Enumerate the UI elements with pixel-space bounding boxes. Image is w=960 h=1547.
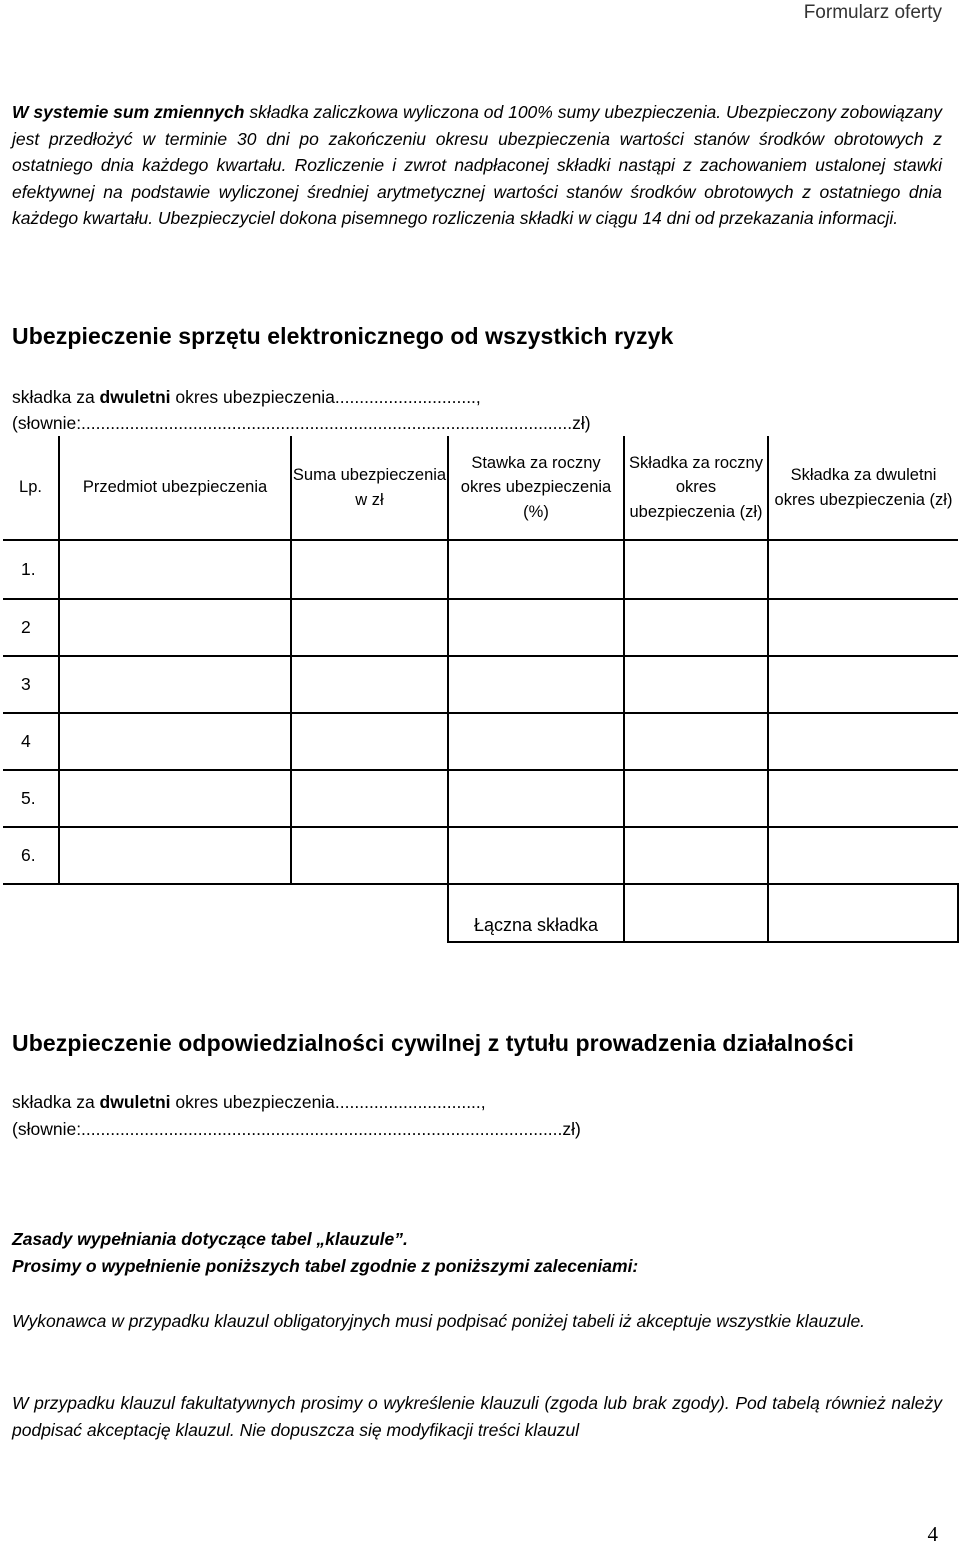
variable-sum-lead: W systemie sum zmiennych: [12, 102, 245, 122]
cell-rate[interactable]: [448, 540, 624, 599]
header-lp: Lp.: [3, 436, 59, 540]
row-number: 3: [3, 656, 59, 713]
cell-annual[interactable]: [624, 827, 768, 884]
cell-sum[interactable]: [291, 827, 448, 884]
cell-annual[interactable]: [624, 770, 768, 827]
page-number: 4: [927, 1522, 938, 1546]
premium-suffix: okres ubezpieczenia..............................,: [170, 1092, 486, 1112]
cell-annual[interactable]: [624, 713, 768, 770]
header-biennial-premium: Składka za dwuletni okres ubezpieczenia (zł): [768, 436, 958, 540]
cell-annual[interactable]: [624, 540, 768, 599]
rules-obligatory-paragraph: Wykonawca w przypadku klauzul obligatoryjnych musi podpisać poniżej tabeli iż akceptuje wszystkie klauzule.: [12, 1311, 866, 1331]
rules-optional-italic: W przypadku klauzul fakultatywnych prosimy o wykreślenie klauzuli (zgoda lub brak zgody). Pod tabelą również należy podpisać akceptację klauzul.: [12, 1393, 942, 1440]
section-heading-electronic-equipment: Ubezpieczenie sprzętu elektronicznego od wszystkich ryzyk: [12, 323, 674, 349]
cell-subject[interactable]: [59, 599, 291, 656]
header-subject: Przedmiot ubezpieczenia: [59, 436, 291, 540]
cell-biennial[interactable]: [768, 656, 958, 713]
premium-suffix: okres ubezpieczenia.............................,: [170, 387, 481, 407]
cell-subject[interactable]: [59, 713, 291, 770]
variable-sum-text: składka zaliczkowa wyliczona od 100% sumy ubezpieczenia. Ubezpieczony zobowiązany jest przedłożyć w terminie 30 dni po zakończeniu okresu ubezpieczenia wartości stanów środków obrotowych z ostatniego dnia każdego kwartału. Rozliczenie i zwrot nadpłaconej składki nastąpi z zachowaniem ustalonej stawki efektywnej na podstawie wyliczonej średniej arytmetycznej wartości stanów środków obrotowych z ostatniego dnia każdego kwartału. Ubezpieczyciel dokona pisemnego rozliczenia składki w ciągu 14 dni od przekazania informacji.: [12, 102, 942, 228]
cell-sum[interactable]: [291, 656, 448, 713]
premium-prefix: składka za: [12, 387, 100, 407]
cell-annual[interactable]: [624, 656, 768, 713]
cell-biennial[interactable]: [768, 827, 958, 884]
cell-biennial[interactable]: [768, 599, 958, 656]
row-number: 4: [3, 713, 59, 770]
electronic-premium-words-line: (słownie:.....................................................................................................zł): [12, 413, 591, 433]
row-number: 5.: [3, 770, 59, 827]
cell-rate[interactable]: [448, 770, 624, 827]
rules-optional-paragraph: [12, 1390, 942, 1443]
empty-cell: [291, 884, 448, 942]
variable-sum-paragraph: [12, 99, 942, 232]
electronic-premium-line: [12, 384, 481, 410]
document-header-title: Formularz oferty: [803, 2, 942, 23]
cell-sum[interactable]: [291, 599, 448, 656]
cell-biennial[interactable]: [768, 540, 958, 599]
premium-period-bold: dwuletni: [99, 387, 171, 407]
cell-annual[interactable]: [624, 599, 768, 656]
section-heading-liability: Ubezpieczenie odpowiedzialności cywilnej z tytułu prowadzenia działalności: [12, 1030, 854, 1056]
header-sum: Suma ubezpieczenia w zł: [291, 436, 448, 540]
total-premium-label: Łączna składka: [448, 884, 624, 942]
cell-rate[interactable]: [448, 599, 624, 656]
empty-cell: [3, 884, 59, 942]
header-rate: Stawka za roczny okres ubezpieczenia (%): [448, 436, 624, 540]
cell-biennial[interactable]: [768, 770, 958, 827]
cell-rate[interactable]: [448, 713, 624, 770]
premium-period-bold: dwuletni: [99, 1092, 171, 1112]
cell-subject[interactable]: [59, 770, 291, 827]
cell-sum[interactable]: [291, 713, 448, 770]
cell-subject[interactable]: [59, 540, 291, 599]
empty-cell: [59, 884, 291, 942]
electronic-equipment-table: [3, 436, 959, 943]
cell-total-annual[interactable]: [624, 884, 768, 942]
cell-biennial[interactable]: [768, 713, 958, 770]
cell-subject[interactable]: [59, 827, 291, 884]
cell-total-biennial[interactable]: [768, 884, 958, 942]
cell-rate[interactable]: [448, 656, 624, 713]
row-number: 2: [3, 599, 59, 656]
cell-subject[interactable]: [59, 656, 291, 713]
liability-premium-words-line: (słownie:...................................................................................................zł): [12, 1119, 581, 1139]
rules-title: Zasady wypełniania dotyczące tabel „klauzule”.: [12, 1229, 408, 1249]
header-annual-premium: Składka za roczny okres ubezpieczenia (zł): [624, 436, 768, 540]
premium-prefix: składka za: [12, 1092, 100, 1112]
row-number: 1.: [3, 540, 59, 599]
row-number: 6.: [3, 827, 59, 884]
cell-rate[interactable]: [448, 827, 624, 884]
liability-premium-line: [12, 1089, 486, 1115]
rules-no-modification: Nie dopuszcza się modyfikacji treści klauzul: [239, 1419, 580, 1440]
cell-sum[interactable]: [291, 770, 448, 827]
cell-sum[interactable]: [291, 540, 448, 599]
rules-subtitle: Prosimy o wypełnienie poniższych tabel zgodnie z poniższymi zaleceniami:: [12, 1256, 639, 1276]
